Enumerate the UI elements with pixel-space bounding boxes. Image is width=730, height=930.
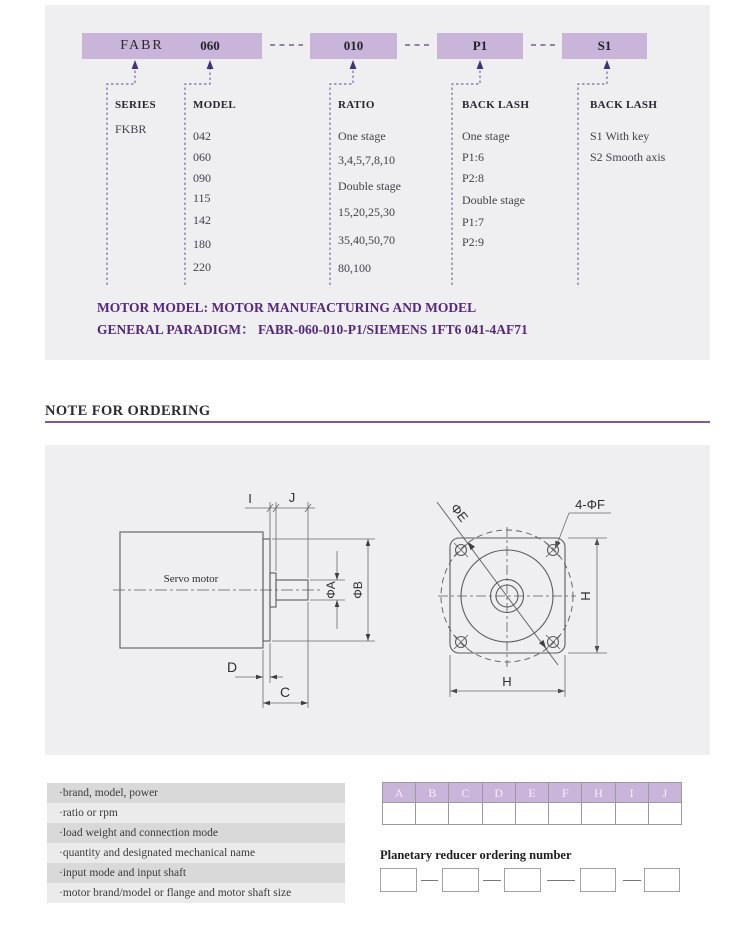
section-heading-rule [45, 421, 710, 423]
model-item: 042 [193, 129, 211, 143]
ratio-item: 35,40,50,70 [338, 233, 395, 247]
table-value-cell [416, 803, 449, 824]
technical-drawing [45, 445, 710, 755]
general-paradigm-note: GENERAL PARADIGM： FABR-060-010-P1/SIEMENS 1FT6 041-4AF71 [97, 322, 528, 337]
table-header-cell: H [582, 783, 615, 803]
dim-label-phi-e: ΦE [447, 500, 472, 525]
ordering-number-dash [623, 880, 641, 881]
ratio-item: 15,20,25,30 [338, 205, 395, 219]
ratio-item: 80,100 [338, 261, 371, 275]
ordering-number-box [504, 868, 541, 892]
motor-model-note: MOTOR MODEL: MOTOR MANUFACTURING AND MODEL [97, 300, 477, 315]
ordering-number-dash [421, 880, 438, 881]
code-backlash-value: P1 [472, 38, 488, 53]
table-header-cell: J [649, 783, 681, 803]
ordering-note-row: ·motor brand/model or flange and motor shaft size [47, 883, 345, 903]
table-value-cell [549, 803, 582, 824]
ordering-number-box [380, 868, 417, 892]
model-item: 090 [193, 171, 211, 185]
table-header-cell: A [383, 783, 416, 803]
shaft-option-item: S1 With key [590, 129, 650, 143]
model-item: 220 [193, 260, 211, 274]
table-value-cell [649, 803, 681, 824]
section-heading: NOTE FOR ORDERING [45, 403, 211, 419]
column-header-series: SERIES [115, 99, 156, 111]
ratio-item: 3,4,5,7,8,10 [338, 153, 395, 167]
table-header-cell: B [416, 783, 449, 803]
dimension-table-value-row [383, 803, 681, 824]
ordering-number-dash [547, 880, 575, 881]
ordering-number-box [442, 868, 479, 892]
backlash-item: Double stage [462, 193, 525, 207]
dim-label-phi-b: ΦB [351, 581, 365, 599]
table-value-cell [483, 803, 516, 824]
front-view-arrowheads [450, 538, 599, 693]
column-header-backlash-1: BACK LASH [462, 99, 530, 111]
table-header-cell: I [616, 783, 649, 803]
backlash-item: P2:8 [462, 171, 485, 185]
backlash-item: One stage [462, 129, 510, 143]
column-header-model: MODEL [193, 99, 237, 111]
dim-label-phi-a: ΦA [324, 581, 338, 599]
code-ratio-value: 010 [343, 38, 364, 53]
column-header-ratio: RATIO [338, 99, 375, 111]
backlash-item: P1:6 [462, 150, 485, 164]
model-item: 180 [193, 237, 211, 251]
table-value-cell [449, 803, 482, 824]
backlash-item: P1:7 [462, 215, 485, 229]
model-item: 142 [193, 213, 211, 227]
table-header-cell: D [483, 783, 516, 803]
code-series-value: FABR [120, 38, 164, 53]
table-value-cell [582, 803, 615, 824]
dim-label-h-bottom: H [502, 674, 512, 689]
ordering-number-box [644, 868, 680, 892]
model-item: 060 [193, 150, 211, 164]
dim-label-d: D [226, 659, 238, 675]
ordering-note-row: ·brand, model, power [47, 783, 345, 803]
backlash-item: P2:9 [462, 235, 485, 249]
table-header-cell: F [549, 783, 582, 803]
dimension-table-header-row [383, 783, 681, 803]
ratio-item: Double stage [338, 179, 401, 193]
ordering-number-label: Planetary reducer ordering number [380, 848, 572, 862]
ordering-number-box [580, 868, 616, 892]
column-header-backlash-2: BACK LASH [590, 99, 658, 111]
ordering-note-row: ·ratio or rpm [47, 803, 345, 823]
model-item: 115 [193, 191, 211, 205]
dim-label-h-right: H [578, 591, 593, 601]
table-header-cell: C [449, 783, 482, 803]
table-value-cell [616, 803, 649, 824]
ratio-item: One stage [338, 129, 386, 143]
code-model-value: 060 [200, 38, 220, 53]
ordering-note-row: ·quantity and designated mechanical name [47, 843, 345, 863]
dim-label-c: C [279, 684, 291, 700]
ordering-note-row: ·input mode and input shaft [47, 863, 345, 883]
table-value-cell [516, 803, 549, 824]
dim-label-j: J [288, 490, 296, 505]
table-header-cell: E [516, 783, 549, 803]
dimension-table [382, 782, 682, 825]
front-view-dimension-lines [450, 513, 611, 697]
ordering-note-row: ·load weight and connection mode [47, 823, 345, 843]
side-view-arrowheads [256, 539, 370, 705]
code-shaft-value: S1 [597, 38, 612, 53]
shaft-option-item: S2 Smooth axis [590, 150, 666, 164]
table-value-cell [383, 803, 416, 824]
dim-label-i: I [248, 491, 252, 506]
series-item: FKBR [115, 122, 147, 136]
up-arrow-icon [132, 60, 611, 69]
servo-motor-label: Servo motor [163, 573, 219, 585]
dim-label-4-phi-f: 4-ΦF [575, 497, 605, 512]
ordering-number-dash [483, 880, 501, 881]
